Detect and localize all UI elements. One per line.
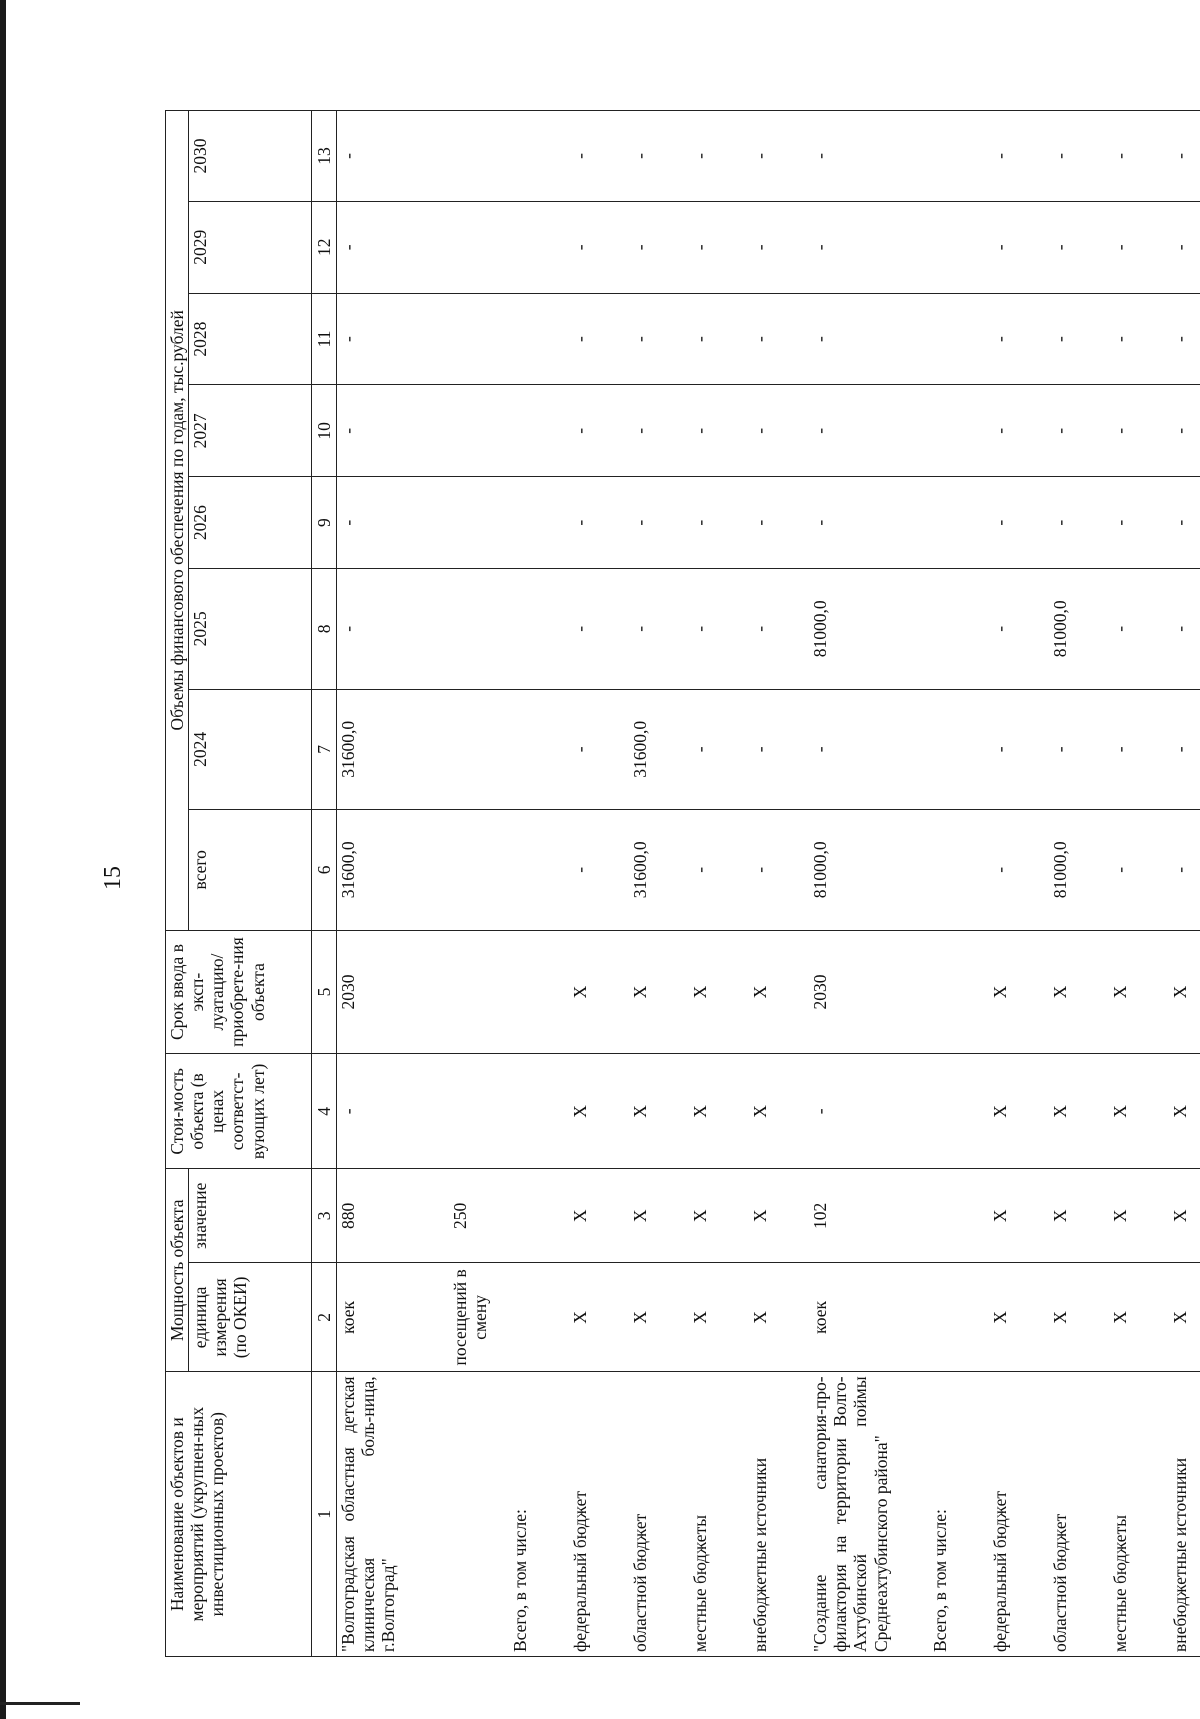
row-2026: -: [809, 477, 929, 569]
row-cost: [509, 1054, 569, 1169]
row-term: [449, 930, 509, 1054]
row-total: 81000,0: [1049, 810, 1109, 931]
row-2030: [509, 111, 569, 202]
row-2029: -: [569, 201, 629, 293]
row-2027: -: [1109, 385, 1169, 477]
row-value: 250: [449, 1169, 509, 1263]
row-2030: -: [809, 111, 929, 202]
row-2027: -: [1169, 385, 1200, 477]
row-2028: -: [569, 293, 629, 385]
row-value: X: [1049, 1169, 1109, 1263]
row-2028: -: [1109, 293, 1169, 385]
row-total: 31600,0: [629, 810, 689, 931]
row-cost: -: [337, 1054, 450, 1169]
row-2030: -: [337, 111, 450, 202]
row-2027: [509, 385, 569, 477]
row-2027: -: [689, 385, 749, 477]
row-2024: -: [1109, 689, 1169, 810]
row-2030: -: [629, 111, 689, 202]
row-2028: -: [689, 293, 749, 385]
header-total: всего: [189, 810, 312, 931]
row-2029: -: [1109, 201, 1169, 293]
row-unit: коек: [809, 1263, 929, 1372]
row-total: -: [1109, 810, 1169, 931]
row-name: внебюджетные источники: [1169, 1372, 1200, 1657]
table-row: [1169, 111, 1200, 1657]
col-number: 4: [312, 1054, 337, 1169]
row-cost: X: [569, 1054, 629, 1169]
row-total: [929, 810, 989, 931]
row-2024: [509, 689, 569, 810]
header-year-2030: 2030: [189, 111, 312, 202]
col-number: 10: [312, 385, 337, 477]
row-2026: -: [337, 477, 450, 569]
row-2029: -: [629, 201, 689, 293]
col-number: 2: [312, 1263, 337, 1372]
table-row: [509, 111, 569, 1657]
row-unit: X: [629, 1263, 689, 1372]
column-number-row: [312, 111, 337, 1657]
scan-edge-mark: [0, 1702, 80, 1705]
row-value: [929, 1169, 989, 1263]
header-power: Мощность объекта: [166, 1169, 189, 1372]
row-2027: [929, 385, 989, 477]
row-2027: -: [629, 385, 689, 477]
header-year-2024: 2024: [189, 689, 312, 810]
row-2030: -: [989, 111, 1049, 202]
row-2025: -: [749, 569, 809, 690]
table-row: [449, 111, 509, 1657]
table-row: [989, 111, 1049, 1657]
row-unit: [929, 1263, 989, 1372]
row-unit: X: [689, 1263, 749, 1372]
row-2025: [509, 569, 569, 690]
row-total: 81000,0: [809, 810, 929, 931]
row-2024: 31600,0: [629, 689, 689, 810]
row-unit: X: [1109, 1263, 1169, 1372]
row-2026: -: [989, 477, 1049, 569]
row-name: Всего, в том числе:: [509, 1372, 569, 1657]
row-2030: -: [1049, 111, 1109, 202]
row-2027: -: [989, 385, 1049, 477]
col-number: 9: [312, 477, 337, 569]
header-year-2025: 2025: [189, 569, 312, 690]
row-2028: [449, 293, 509, 385]
row-2024: -: [749, 689, 809, 810]
row-value: [509, 1169, 569, 1263]
row-name: Всего, в том числе:: [929, 1372, 989, 1657]
row-term: X: [1169, 930, 1200, 1054]
row-2026: [449, 477, 509, 569]
table-row: [749, 111, 809, 1657]
row-cost: [449, 1054, 509, 1169]
row-term: X: [989, 930, 1049, 1054]
row-2024: [929, 689, 989, 810]
row-2029: -: [689, 201, 749, 293]
row-2028: [929, 293, 989, 385]
row-2028: -: [629, 293, 689, 385]
row-term: [929, 930, 989, 1054]
header-year-2026: 2026: [189, 477, 312, 569]
row-2026: [929, 477, 989, 569]
row-term: X: [1049, 930, 1109, 1054]
row-term: X: [569, 930, 629, 1054]
row-2024: -: [809, 689, 929, 810]
col-number: 7: [312, 689, 337, 810]
row-2028: -: [1169, 293, 1200, 385]
row-2025: -: [1109, 569, 1169, 690]
row-2030: -: [689, 111, 749, 202]
table-row: [569, 111, 629, 1657]
row-value: X: [989, 1169, 1049, 1263]
table-row: [929, 111, 989, 1657]
table-row: [1109, 111, 1169, 1657]
row-unit: X: [1049, 1263, 1109, 1372]
row-cost: -: [809, 1054, 929, 1169]
row-2029: -: [1049, 201, 1109, 293]
row-cost: [929, 1054, 989, 1169]
row-2024: [449, 689, 509, 810]
row-total: [449, 810, 509, 931]
row-total: -: [1169, 810, 1200, 931]
row-total: 31600,0: [337, 810, 450, 931]
row-2028: -: [337, 293, 450, 385]
row-2027: -: [569, 385, 629, 477]
row-unit: X: [989, 1263, 1049, 1372]
row-cost: X: [749, 1054, 809, 1169]
row-total: [509, 810, 569, 931]
col-number: 6: [312, 810, 337, 931]
financing-table: [165, 110, 1200, 1657]
row-name: федеральный бюджет: [569, 1372, 629, 1657]
row-term: X: [629, 930, 689, 1054]
row-unit: X: [1169, 1263, 1200, 1372]
col-number: 1: [312, 1372, 337, 1657]
row-cost: X: [1109, 1054, 1169, 1169]
row-name: "Создание санатория-про-филактория на территории Волго-Ахтубинской поймы Среднеахтубинского района": [809, 1372, 929, 1657]
row-2030: [929, 111, 989, 202]
row-2029: [509, 201, 569, 293]
row-2026: -: [1049, 477, 1109, 569]
row-value: X: [749, 1169, 809, 1263]
row-name: местные бюджеты: [689, 1372, 749, 1657]
col-number: 8: [312, 569, 337, 690]
row-total: -: [569, 810, 629, 931]
table-row: [689, 111, 749, 1657]
row-2028: -: [1049, 293, 1109, 385]
row-2029: -: [1169, 201, 1200, 293]
row-name: федеральный бюджет: [989, 1372, 1049, 1657]
col-number: 13: [312, 111, 337, 202]
row-name: "Волгоградская областная детская клиническая боль-ница, г.Волгоград": [337, 1372, 450, 1657]
row-total: -: [689, 810, 749, 931]
row-total: -: [749, 810, 809, 931]
row-name: внебюджетные источники: [749, 1372, 809, 1657]
row-unit: коек: [337, 1263, 450, 1372]
row-value: X: [569, 1169, 629, 1263]
row-2028: [509, 293, 569, 385]
header-cost: Стои-мость объекта (в ценах соответст-вующих лет): [166, 1054, 312, 1169]
row-2026: -: [629, 477, 689, 569]
header-year-2027: 2027: [189, 385, 312, 477]
row-cost: X: [989, 1054, 1049, 1169]
header-name: Наименование объектов и мероприятий (укрупнен-ных инвестиционных проектов): [166, 1372, 312, 1657]
row-term: 2030: [337, 930, 450, 1054]
page-number: 15: [100, 866, 126, 890]
row-2025: 81000,0: [809, 569, 929, 690]
row-cost: X: [629, 1054, 689, 1169]
table-row: [629, 111, 689, 1657]
row-2025: 81000,0: [1049, 569, 1109, 690]
row-2030: -: [749, 111, 809, 202]
row-value: 102: [809, 1169, 929, 1263]
row-2027: -: [1049, 385, 1109, 477]
row-2029: -: [809, 201, 929, 293]
row-2025: [929, 569, 989, 690]
row-2026: -: [689, 477, 749, 569]
row-2028: -: [749, 293, 809, 385]
row-2025: -: [629, 569, 689, 690]
row-2027: -: [749, 385, 809, 477]
row-2029: -: [749, 201, 809, 293]
row-2030: -: [1109, 111, 1169, 202]
row-value: X: [689, 1169, 749, 1263]
row-unit: X: [749, 1263, 809, 1372]
row-2026: -: [1109, 477, 1169, 569]
row-name: местные бюджеты: [1109, 1372, 1169, 1657]
header-row-1: [166, 111, 189, 1657]
table-row: [1049, 111, 1109, 1657]
row-value: X: [1109, 1169, 1169, 1263]
scan-edge: [0, 0, 6, 1719]
row-2030: -: [569, 111, 629, 202]
row-2026: -: [569, 477, 629, 569]
row-cost: X: [689, 1054, 749, 1169]
row-2025: -: [989, 569, 1049, 690]
header-year-2029: 2029: [189, 201, 312, 293]
row-value: X: [629, 1169, 689, 1263]
row-total: -: [989, 810, 1049, 931]
col-number: 11: [312, 293, 337, 385]
row-value: 880: [337, 1169, 450, 1263]
row-2027: [449, 385, 509, 477]
row-term: [509, 930, 569, 1054]
header-funding: Объемы финансового обеспечения по годам, тыс.рублей: [166, 111, 189, 931]
col-number: 5: [312, 930, 337, 1054]
table-row: [809, 111, 929, 1657]
row-cost: X: [1049, 1054, 1109, 1169]
row-unit: [509, 1263, 569, 1372]
row-2029: -: [989, 201, 1049, 293]
row-2029: [929, 201, 989, 293]
header-unit: единица измерения (по ОКЕИ): [189, 1263, 312, 1372]
col-number: 12: [312, 201, 337, 293]
row-2025: -: [569, 569, 629, 690]
row-2026: -: [749, 477, 809, 569]
row-2029: [449, 201, 509, 293]
row-2027: -: [337, 385, 450, 477]
table-body: [337, 111, 1200, 1657]
row-2024: -: [689, 689, 749, 810]
row-2025: -: [337, 569, 450, 690]
row-term: 2030: [809, 930, 929, 1054]
row-unit: посещений в смену: [449, 1263, 509, 1372]
row-2024: -: [1049, 689, 1109, 810]
row-name: областной бюджет: [629, 1372, 689, 1657]
row-name: [449, 1372, 509, 1657]
row-cost: X: [1169, 1054, 1200, 1169]
row-2029: -: [337, 201, 450, 293]
row-2024: -: [1169, 689, 1200, 810]
row-term: X: [1109, 930, 1169, 1054]
rotated-table-container: [165, 110, 1200, 1657]
row-2025: -: [1169, 569, 1200, 690]
row-term: X: [689, 930, 749, 1054]
header-year-2028: 2028: [189, 293, 312, 385]
row-2024: -: [569, 689, 629, 810]
row-2024: -: [989, 689, 1049, 810]
row-2028: -: [989, 293, 1049, 385]
row-2030: -: [1169, 111, 1200, 202]
row-2026: [509, 477, 569, 569]
row-2024: 31600,0: [337, 689, 450, 810]
row-unit: X: [569, 1263, 629, 1372]
col-number: 3: [312, 1169, 337, 1263]
row-2025: -: [689, 569, 749, 690]
table-row: [337, 111, 450, 1657]
row-2025: [449, 569, 509, 690]
row-2026: -: [1169, 477, 1200, 569]
header-term: Срок ввода в эксп-луатацию/ приобрете-ния объекта: [166, 930, 312, 1054]
row-name: областной бюджет: [1049, 1372, 1109, 1657]
row-value: X: [1169, 1169, 1200, 1263]
row-2027: -: [809, 385, 929, 477]
row-2030: [449, 111, 509, 202]
header-value: значение: [189, 1169, 312, 1263]
row-term: X: [749, 930, 809, 1054]
row-2028: -: [809, 293, 929, 385]
